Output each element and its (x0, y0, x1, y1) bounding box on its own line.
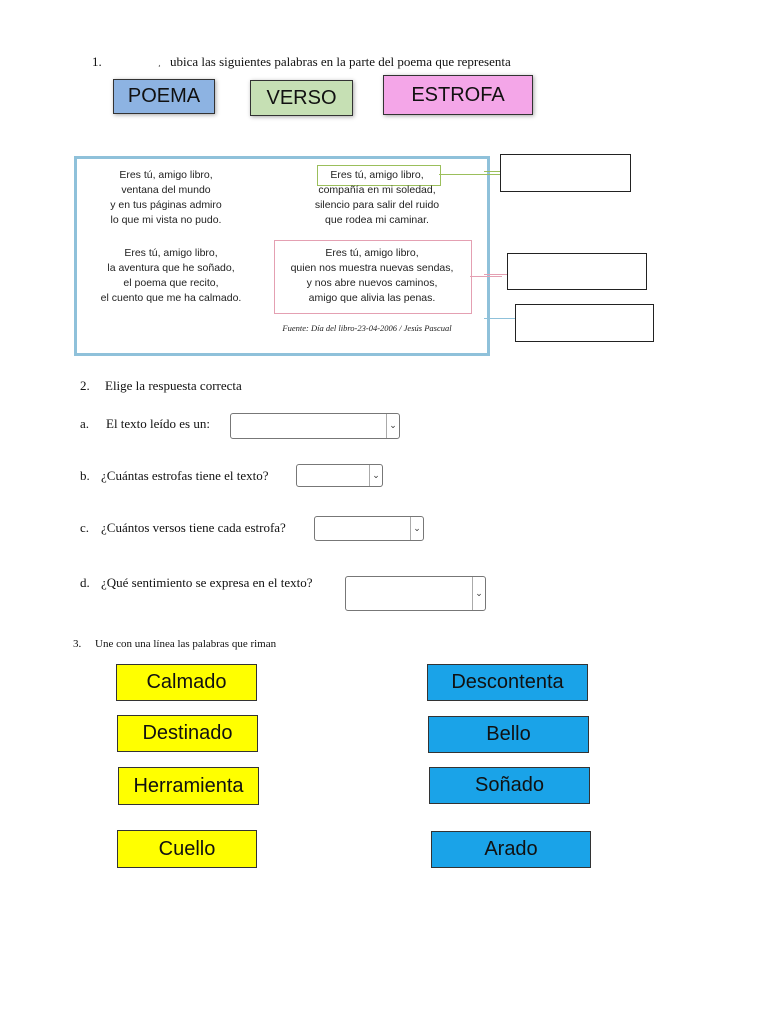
poem-connector-line-ext (484, 318, 515, 319)
q2a-letter: a. (80, 416, 90, 431)
q1-instruction: ubica las siguientes palabras en la parte del poema que representa (170, 54, 511, 69)
tag-estrofa[interactable]: ESTROFA (383, 75, 533, 115)
chevron-down-icon[interactable]: ⌄ (369, 465, 382, 486)
poem-line: silencio para salir del ruido (314, 199, 440, 211)
word-sonado[interactable]: Soñado (429, 767, 590, 804)
poem-source: Fuente: Día del libro-23-04-2006 / Jesús Pascual (282, 323, 452, 333)
q2c-text: ¿Cuántos versos tiene cada estrofa? (101, 520, 286, 535)
chevron-down-icon[interactable]: ⌄ (410, 517, 423, 540)
poem-line: Eres tú, amigo libro, (330, 169, 424, 181)
stanza-connector-line-ext (484, 274, 507, 275)
answer-box-estrofa[interactable] (507, 253, 647, 290)
word-destinado[interactable]: Destinado (117, 715, 258, 752)
word-calmado[interactable]: Calmado (116, 664, 257, 701)
q3-number: 3. (73, 638, 82, 650)
q2b-letter: b. (80, 468, 90, 483)
answer-box-verso[interactable] (500, 154, 631, 192)
poem-line: que rodea mi caminar. (325, 214, 429, 226)
poem-line: lo que mi vista no pudo. (110, 214, 222, 226)
verse-connector-line-ext (484, 171, 500, 172)
answer-box-poema[interactable] (515, 304, 654, 342)
q2a-dropdown[interactable] (230, 413, 400, 439)
q3-title: Une con una línea las palabras que riman (95, 638, 277, 650)
poem-line: y en tus páginas admiro (110, 199, 222, 211)
word-cuello[interactable]: Cuello (117, 830, 257, 868)
stanza-connector-line (470, 276, 502, 277)
word-herramienta[interactable]: Herramienta (118, 767, 259, 805)
word-arado[interactable]: Arado (431, 831, 591, 868)
q2b-text: ¿Cuántas estrofas tiene el texto? (101, 468, 269, 483)
q2c-letter: c. (80, 520, 90, 535)
tag-verso[interactable]: VERSO (250, 80, 353, 116)
q2d-text: ¿Qué sentimiento se expresa en el texto? (101, 575, 313, 590)
poem-line: la aventura que he soñado, (107, 262, 235, 274)
word-descontenta[interactable]: Descontenta (427, 664, 588, 701)
poem-line: el poema que recito, (123, 277, 219, 289)
tag-poema[interactable]: POEMA (113, 79, 215, 114)
q2c-dropdown[interactable] (314, 516, 424, 541)
q2d-letter: d. (80, 575, 90, 590)
word-bello[interactable]: Bello (428, 716, 589, 753)
poem-line: Eres tú, amigo libro, (124, 247, 218, 259)
poem-line: Eres tú, amigo libro, (119, 169, 213, 181)
chevron-down-icon[interactable]: ⌄ (472, 577, 485, 610)
chevron-down-icon[interactable]: ⌄ (386, 414, 399, 438)
poem-line: ventana del mundo (121, 184, 211, 196)
poem-line: amigo que alivia las penas. (308, 292, 436, 304)
poem-line: quien nos muestra nuevas sendas, (290, 262, 454, 274)
q2-number: 2. (80, 378, 90, 393)
q2d-dropdown[interactable] (345, 576, 486, 611)
poem-line: Eres tú, amigo libro, (325, 247, 419, 259)
q1-number: 1. (92, 54, 102, 69)
poem-line: y nos abre nuevos caminos, (306, 277, 438, 289)
q2a-text: El texto leído es un: (106, 416, 210, 431)
q2-title: Elige la respuesta correcta (105, 378, 242, 393)
poem-image (74, 156, 490, 356)
q1-mark: ¸ (158, 58, 161, 67)
q2b-dropdown[interactable] (296, 464, 383, 487)
poem-line: compañía en mi soledad, (318, 184, 436, 196)
poem-line: el cuento que me ha calmado. (100, 292, 242, 304)
